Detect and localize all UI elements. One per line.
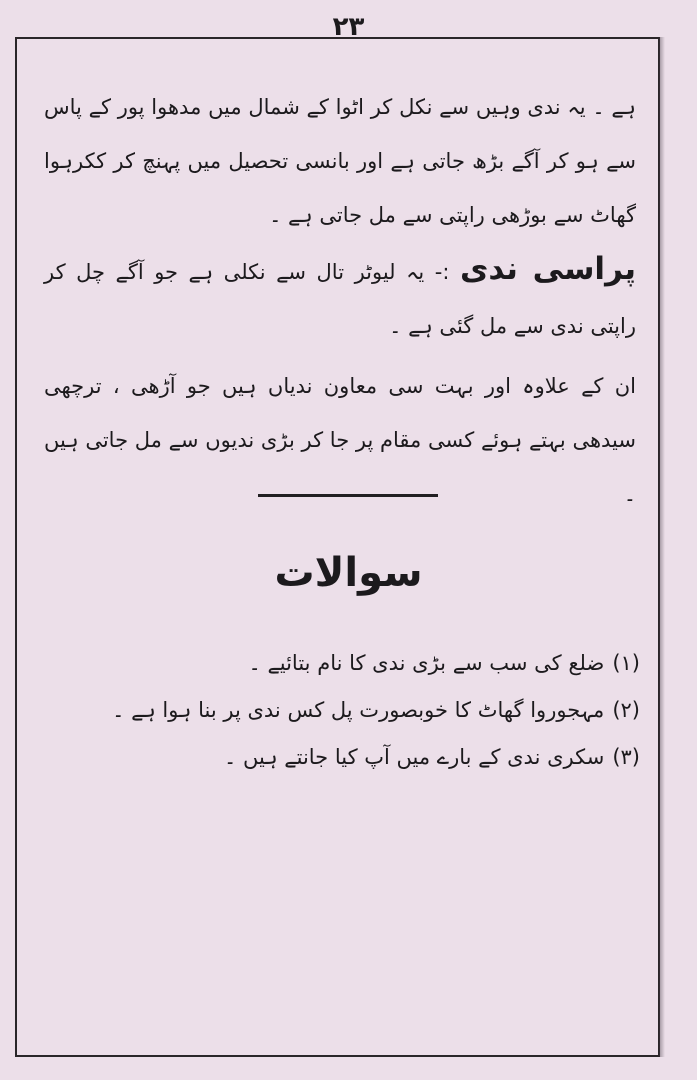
questions-list xyxy=(60,640,640,781)
question-item xyxy=(60,640,640,687)
paragraph-others: ان کے علاوہ اور بہت سی معاون ندیاں ہیں جو آڑھی ، ترچھی سیدھی بہتے ہوئے کسی مقام پر جا کر بڑی ندیوں سے مل جاتی ہیں ۔ xyxy=(44,374,636,506)
section-divider xyxy=(258,494,438,497)
river-paragraph xyxy=(44,242,636,353)
question-text: مہجوروا گھاٹ کا خوبصورت پل کس ندی پر بنا ہوا ہے ۔ xyxy=(112,698,605,722)
question-number: (۱) xyxy=(612,651,640,675)
question-number: (۲) xyxy=(612,698,640,722)
paragraph-continuation: ہے ۔ یہ ندی وہیں سے نکل کر اٹوا کے شمال میں مدھوا پور کے پاس سے ہو کر آگے بڑھ جاتی ہے اور بانسی تحصیل میں پہنچ کر ککرہوا گھاٹ سے بوڑھی راپتی سے مل جاتی ہے ۔ xyxy=(44,95,636,227)
question-text: سکری ندی کے بارے میں آپ کیا جانتے ہیں ۔ xyxy=(224,745,605,769)
question-item xyxy=(60,734,640,781)
questions-heading: سوالات xyxy=(274,550,423,596)
river-separator: :- xyxy=(424,260,460,284)
river-description: یہ لیوٹر تال سے نکلی ہے جو آگے چل کر راپتی ندی سے مل گئی ہے ۔ xyxy=(44,260,636,338)
page-border-shadow xyxy=(659,37,665,1057)
page-number: ۲۳ xyxy=(332,12,365,42)
question-number: (۳) xyxy=(612,745,640,769)
question-text: ضلع کی سب سے بڑی ندی کا نام بتائیے ۔ xyxy=(248,651,605,675)
river-title: پراسی ندی xyxy=(459,251,636,287)
question-item xyxy=(60,687,640,734)
body-text xyxy=(44,80,636,521)
